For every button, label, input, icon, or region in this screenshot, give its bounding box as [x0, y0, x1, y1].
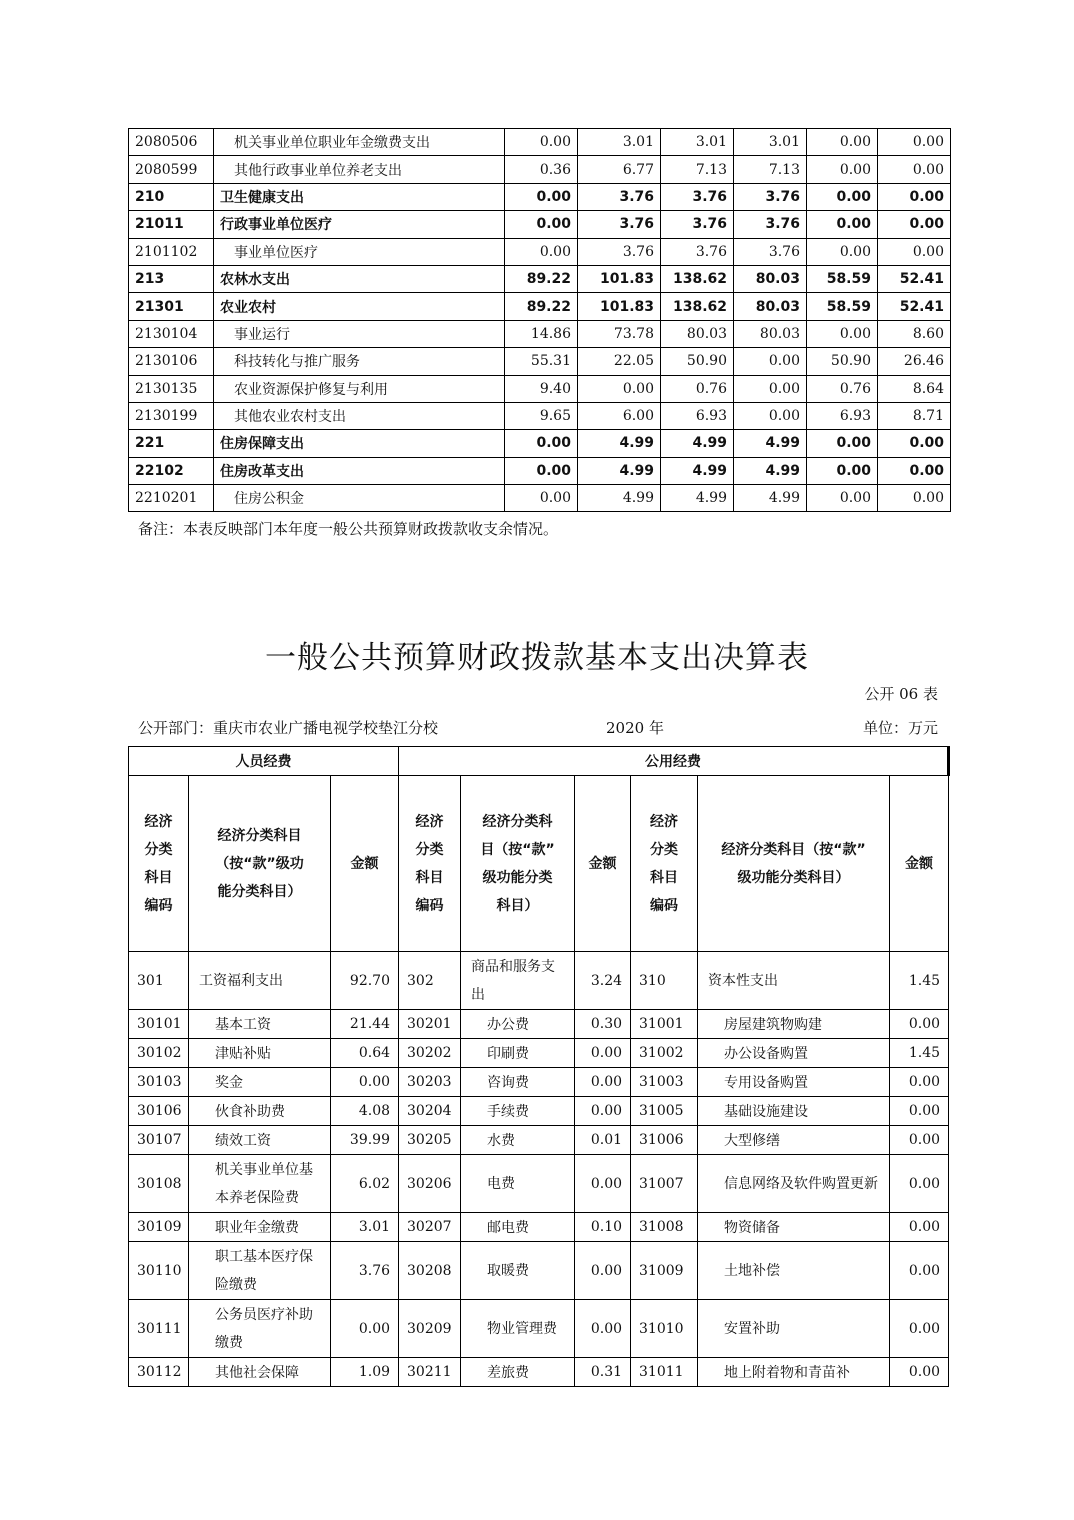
row-code: 2130104	[129, 320, 214, 347]
row-name: 机关事业单位职业年金缴费支出	[214, 129, 505, 156]
row-value: 8.60	[878, 320, 951, 347]
table-row	[129, 1242, 949, 1300]
row-code: 30208	[399, 1242, 461, 1300]
row-name: 农业资源保护修复与利用	[214, 375, 505, 402]
table-row	[129, 129, 951, 156]
col-name-2: 经济分类科 目（按“款” 级功能分类 科目）	[461, 776, 575, 952]
row-name: 物资储备	[698, 1213, 890, 1242]
row-name: 其他农业农村支出	[214, 402, 505, 429]
row-amount: 0.00	[575, 1039, 631, 1068]
table-row	[129, 1097, 949, 1126]
group-header-row	[129, 747, 949, 776]
row-amount: 0.00	[575, 1068, 631, 1097]
table-row	[129, 430, 951, 457]
row-code: 31001	[631, 1010, 698, 1039]
row-code: 221	[129, 430, 214, 457]
row-code: 30203	[399, 1068, 461, 1097]
row-value: 14.86	[505, 320, 578, 347]
table-row	[129, 402, 951, 429]
row-amount: 0.00	[331, 1068, 399, 1097]
table-row	[129, 211, 951, 238]
row-amount: 3.01	[331, 1213, 399, 1242]
row-value: 52.41	[878, 293, 951, 320]
row-name: 取暖费	[461, 1242, 575, 1300]
row-name: 办公设备购置	[698, 1039, 890, 1068]
row-name: 机关事业单位基本养老保险费	[189, 1155, 331, 1213]
row-value: 22.05	[578, 348, 661, 375]
row-amount: 0.64	[331, 1039, 399, 1068]
row-name: 物业管理费	[461, 1300, 575, 1358]
row-amount: 92.70	[331, 952, 399, 1010]
row-value: 4.99	[661, 430, 734, 457]
group-personnel: 人员经费	[129, 747, 399, 776]
col-amount-2: 金额	[575, 776, 631, 952]
row-value: 0.76	[661, 375, 734, 402]
table-row	[129, 1155, 949, 1213]
row-amount: 0.00	[890, 1300, 949, 1358]
col-amount-3: 金额	[890, 776, 949, 952]
row-value: 0.00	[505, 485, 578, 512]
row-value: 7.13	[734, 156, 807, 183]
row-value: 3.76	[734, 183, 807, 210]
row-code: 2101102	[129, 238, 214, 265]
row-name: 卫生健康支出	[214, 183, 505, 210]
row-amount: 0.00	[890, 1358, 949, 1387]
row-amount: 0.00	[575, 1097, 631, 1126]
row-code: 30102	[129, 1039, 189, 1068]
row-name: 科技转化与推广服务	[214, 348, 505, 375]
row-code: 30205	[399, 1126, 461, 1155]
row-value: 55.31	[505, 348, 578, 375]
row-value: 0.00	[807, 320, 878, 347]
row-value: 80.03	[661, 320, 734, 347]
table-row	[129, 238, 951, 265]
row-value: 0.00	[505, 129, 578, 156]
row-value: 9.65	[505, 402, 578, 429]
row-value: 0.00	[807, 129, 878, 156]
row-value: 50.90	[661, 348, 734, 375]
table-row	[129, 485, 951, 512]
row-value: 0.36	[505, 156, 578, 183]
row-name: 手续费	[461, 1097, 575, 1126]
row-value: 3.01	[661, 129, 734, 156]
row-value: 3.76	[734, 211, 807, 238]
row-amount: 1.45	[890, 1039, 949, 1068]
row-value: 7.13	[661, 156, 734, 183]
row-code: 30111	[129, 1300, 189, 1358]
row-code: 30211	[399, 1358, 461, 1387]
year-label: 2020 年	[606, 719, 664, 737]
table-row	[129, 348, 951, 375]
form-number: 公开 06 表	[864, 685, 938, 703]
row-name: 信息网络及软件购置更新	[698, 1155, 890, 1213]
row-amount: 0.00	[890, 1010, 949, 1039]
row-name: 水费	[461, 1126, 575, 1155]
row-code: 2130106	[129, 348, 214, 375]
row-amount: 0.30	[575, 1010, 631, 1039]
row-name: 住房改革支出	[214, 457, 505, 484]
row-value: 3.76	[578, 238, 661, 265]
row-value: 0.00	[878, 129, 951, 156]
row-name: 大型修缮	[698, 1126, 890, 1155]
row-code: 31007	[631, 1155, 698, 1213]
row-name: 电费	[461, 1155, 575, 1213]
row-code: 30201	[399, 1010, 461, 1039]
row-name: 土地补偿	[698, 1242, 890, 1300]
row-code: 30110	[129, 1242, 189, 1300]
row-value: 0.00	[505, 457, 578, 484]
row-code: 30112	[129, 1358, 189, 1387]
row-code: 31009	[631, 1242, 698, 1300]
row-value: 58.59	[807, 293, 878, 320]
row-value: 0.00	[878, 156, 951, 183]
row-value: 6.93	[807, 402, 878, 429]
table-row	[129, 457, 951, 484]
table-row	[129, 1126, 949, 1155]
row-value: 3.76	[661, 238, 734, 265]
table-row	[129, 293, 951, 320]
row-value: 73.78	[578, 320, 661, 347]
row-value: 4.99	[578, 430, 661, 457]
row-code: 30101	[129, 1010, 189, 1039]
row-amount: 6.02	[331, 1155, 399, 1213]
row-value: 0.00	[734, 348, 807, 375]
row-value: 3.76	[734, 238, 807, 265]
table1-body	[129, 129, 951, 512]
row-value: 89.22	[505, 265, 578, 292]
row-name: 邮电费	[461, 1213, 575, 1242]
row-name: 咨询费	[461, 1068, 575, 1097]
row-value: 3.01	[734, 129, 807, 156]
row-amount: 0.00	[331, 1300, 399, 1358]
row-value: 101.83	[578, 293, 661, 320]
row-code: 30107	[129, 1126, 189, 1155]
row-amount: 0.00	[890, 1213, 949, 1242]
row-name: 奖金	[189, 1068, 331, 1097]
row-amount: 0.00	[575, 1155, 631, 1213]
row-value: 0.00	[807, 156, 878, 183]
row-value: 6.00	[578, 402, 661, 429]
row-name: 基本工资	[189, 1010, 331, 1039]
row-code: 2210201	[129, 485, 214, 512]
row-code: 30106	[129, 1097, 189, 1126]
row-value: 9.40	[505, 375, 578, 402]
row-value: 0.00	[878, 238, 951, 265]
row-value: 3.76	[578, 211, 661, 238]
row-value: 0.00	[734, 375, 807, 402]
row-amount: 0.00	[890, 1242, 949, 1300]
row-name: 差旅费	[461, 1358, 575, 1387]
row-value: 4.99	[734, 430, 807, 457]
row-amount: 0.10	[575, 1213, 631, 1242]
col-code-2: 经济 分类 科目 编码	[399, 776, 461, 952]
table-row	[129, 1068, 949, 1097]
row-code: 30207	[399, 1213, 461, 1242]
row-value: 0.00	[878, 430, 951, 457]
row-name: 住房保障支出	[214, 430, 505, 457]
row-amount: 0.31	[575, 1358, 631, 1387]
row-code: 30103	[129, 1068, 189, 1097]
row-value: 58.59	[807, 265, 878, 292]
row-value: 50.90	[807, 348, 878, 375]
col-name-3: 经济分类科目（按“款” 级功能分类科目）	[698, 776, 890, 952]
row-code: 30109	[129, 1213, 189, 1242]
row-name: 农业农村	[214, 293, 505, 320]
row-value: 4.99	[578, 485, 661, 512]
row-code: 31005	[631, 1097, 698, 1126]
row-amount: 3.76	[331, 1242, 399, 1300]
basic-expenditure-table	[128, 746, 950, 1387]
row-value: 0.76	[807, 375, 878, 402]
row-value: 80.03	[734, 293, 807, 320]
row-value: 138.62	[661, 265, 734, 292]
row-name: 职业年金缴费	[189, 1213, 331, 1242]
row-value: 138.62	[661, 293, 734, 320]
row-code: 213	[129, 265, 214, 292]
table-row	[129, 1039, 949, 1068]
row-value: 4.99	[661, 457, 734, 484]
row-code: 21011	[129, 211, 214, 238]
row-value: 0.00	[878, 485, 951, 512]
row-amount: 0.00	[575, 1300, 631, 1358]
row-code: 31002	[631, 1039, 698, 1068]
table-row	[129, 1010, 949, 1039]
table-note: 备注：本表反映部门本年度一般公共预算财政拨款收支余情况。	[138, 520, 559, 538]
row-name: 地上附着物和青苗补	[698, 1358, 890, 1387]
row-amount: 4.08	[331, 1097, 399, 1126]
row-code: 22102	[129, 457, 214, 484]
table-row	[129, 1213, 949, 1242]
row-value: 8.71	[878, 402, 951, 429]
col-code-3: 经济 分类 科目 编码	[631, 776, 698, 952]
row-name: 工资福利支出	[189, 952, 331, 1010]
row-amount: 21.44	[331, 1010, 399, 1039]
col-amount-1: 金额	[331, 776, 399, 952]
row-code: 30108	[129, 1155, 189, 1213]
row-value: 0.00	[878, 183, 951, 210]
row-value: 0.00	[807, 238, 878, 265]
row-code: 30206	[399, 1155, 461, 1213]
group-public: 公用经费	[399, 747, 949, 776]
row-code: 31011	[631, 1358, 698, 1387]
row-value: 4.99	[734, 457, 807, 484]
table-row	[129, 952, 949, 1010]
row-code: 310	[631, 952, 698, 1010]
row-name: 事业单位医疗	[214, 238, 505, 265]
row-value: 0.00	[505, 238, 578, 265]
row-name: 住房公积金	[214, 485, 505, 512]
col-code-1: 经济 分类 科目 编码	[129, 776, 189, 952]
row-value: 0.00	[807, 183, 878, 210]
row-code: 31008	[631, 1213, 698, 1242]
row-amount: 0.01	[575, 1126, 631, 1155]
row-amount: 0.00	[890, 1068, 949, 1097]
row-code: 31003	[631, 1068, 698, 1097]
row-code: 31006	[631, 1126, 698, 1155]
row-code: 210	[129, 183, 214, 210]
table-row	[129, 1300, 949, 1358]
row-value: 0.00	[505, 183, 578, 210]
table-row	[129, 183, 951, 210]
row-value: 0.00	[807, 430, 878, 457]
row-value: 89.22	[505, 293, 578, 320]
row-code: 30202	[399, 1039, 461, 1068]
row-code: 31010	[631, 1300, 698, 1358]
row-amount: 1.09	[331, 1358, 399, 1387]
row-value: 0.00	[807, 457, 878, 484]
row-amount: 39.99	[331, 1126, 399, 1155]
appropriation-table-continued	[128, 128, 951, 512]
row-value: 0.00	[505, 211, 578, 238]
row-name: 基础设施建设	[698, 1097, 890, 1126]
row-code: 30204	[399, 1097, 461, 1126]
row-name: 印刷费	[461, 1039, 575, 1068]
row-value: 3.76	[661, 211, 734, 238]
row-name: 办公费	[461, 1010, 575, 1039]
row-value: 0.00	[807, 485, 878, 512]
row-value: 0.00	[578, 375, 661, 402]
row-name: 伙食补助费	[189, 1097, 331, 1126]
table-row	[129, 265, 951, 292]
col-name-1: 经济分类科目 （按“款”级功 能分类科目）	[189, 776, 331, 952]
page-title: 一般公共预算财政拨款基本支出决算表	[265, 640, 809, 676]
row-name: 行政事业单位医疗	[214, 211, 505, 238]
row-amount: 0.00	[575, 1242, 631, 1300]
row-name: 房屋建筑物购建	[698, 1010, 890, 1039]
row-name: 其他行政事业单位养老支出	[214, 156, 505, 183]
row-value: 4.99	[734, 485, 807, 512]
table2-body	[129, 747, 949, 1387]
row-amount: 3.24	[575, 952, 631, 1010]
row-value: 101.83	[578, 265, 661, 292]
row-value: 0.00	[878, 211, 951, 238]
table-row	[129, 320, 951, 347]
row-code: 2080599	[129, 156, 214, 183]
row-name: 津贴补贴	[189, 1039, 331, 1068]
row-value: 0.00	[878, 457, 951, 484]
row-value: 4.99	[578, 457, 661, 484]
row-name: 事业运行	[214, 320, 505, 347]
row-value: 3.76	[578, 183, 661, 210]
row-value: 3.76	[661, 183, 734, 210]
row-name: 绩效工资	[189, 1126, 331, 1155]
row-amount: 0.00	[890, 1155, 949, 1213]
row-value: 0.00	[505, 430, 578, 457]
row-value: 4.99	[661, 485, 734, 512]
row-value: 0.00	[734, 402, 807, 429]
unit-label: 单位：万元	[862, 719, 938, 737]
row-name: 农林水支出	[214, 265, 505, 292]
row-code: 2130199	[129, 402, 214, 429]
row-code: 302	[399, 952, 461, 1010]
row-name: 资本性支出	[698, 952, 890, 1010]
row-value: 6.93	[661, 402, 734, 429]
row-amount: 0.00	[890, 1126, 949, 1155]
row-name: 专用设备购置	[698, 1068, 890, 1097]
row-amount: 1.45	[890, 952, 949, 1010]
table-row	[129, 1358, 949, 1387]
department-label: 公开部门：重庆市农业广播电视学校垫江分校	[138, 719, 439, 737]
row-name: 职工基本医疗保险缴费	[189, 1242, 331, 1300]
row-code: 30209	[399, 1300, 461, 1358]
row-code: 301	[129, 952, 189, 1010]
row-value: 0.00	[807, 211, 878, 238]
row-code: 2130135	[129, 375, 214, 402]
row-value: 52.41	[878, 265, 951, 292]
row-name: 安置补助	[698, 1300, 890, 1358]
row-name: 商品和服务支出	[461, 952, 575, 1010]
row-code: 2080506	[129, 129, 214, 156]
row-amount: 0.00	[890, 1097, 949, 1126]
row-name: 其他社会保障	[189, 1358, 331, 1387]
row-code: 21301	[129, 293, 214, 320]
row-value: 80.03	[734, 265, 807, 292]
row-value: 26.46	[878, 348, 951, 375]
row-value: 8.64	[878, 375, 951, 402]
row-value: 3.01	[578, 129, 661, 156]
row-value: 6.77	[578, 156, 661, 183]
row-value: 80.03	[734, 320, 807, 347]
table-row	[129, 156, 951, 183]
column-header-row	[129, 776, 949, 952]
row-name: 公务员医疗补助缴费	[189, 1300, 331, 1358]
table-row	[129, 375, 951, 402]
